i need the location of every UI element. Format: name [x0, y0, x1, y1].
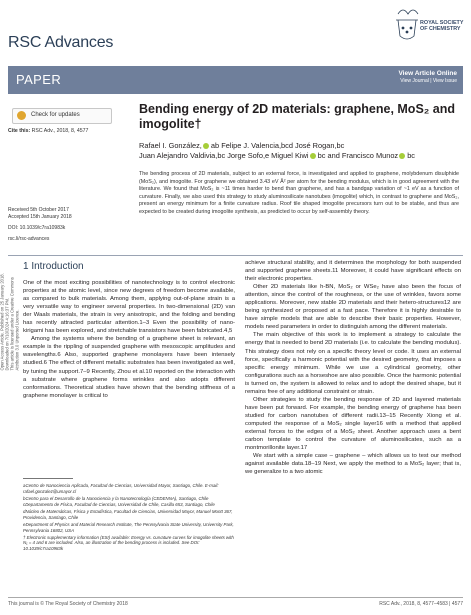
paragraph: Other strategies to study the bending response of 2D and layered materials have been put forward. For example, the bending energy of graphene has been studied for carbon nanotubes of different radii.13–15 Recently Xiong et al. computed the response of a MoS₂ single layer16 with a method that applied external forces to the edges of a MoS₂ sheet. Another approach uses a bent carbon template to control the curvature of aluminosilicates, such as a montmorillonite layer.17	[245, 396, 461, 452]
footer-page-info: RSC Adv., 2018, 8, 4577–4583 | 4577	[379, 601, 463, 607]
check-for-updates-button[interactable]	[12, 108, 112, 124]
abstract: The bending process of 2D materials, subject to an external force, is investigated and applied to graphene, molybdenum disulphide (MoS₂), and imogolite. For graphene we obtained 3.43 eV Å² per atom for the bending modulus, which is in good agreement with the literature. We found that MoS₂ is ~11 times harder to bend than graphene, and has a bandgap variation of ~1 eV as a function of curvature. Finally, we also used this strategy to study aluminosilicate nanotubes (imogolite) which, in contrast to graphene and MoS₂, present an energy minimum for a finite curvature radius. Roof tile shaped imogolite precursors turn out to be stable, and thus are expected to be created during imogolite synthesis, as predicted to occur by self-assembly theory.	[139, 171, 459, 215]
orcid-icon[interactable]	[310, 153, 316, 159]
footnote: eDepartment of Physics and Material Research Institute, The Pennsylvania State University, University Park, Pennsylvania 16802, USA	[23, 521, 234, 533]
view-journal-issue-link[interactable]: View Journal | View Issue	[400, 78, 457, 84]
paragraph: One of the most exciting possibilities of nanotechnology is to control electronic properties at the atomic level, since new degrees of freedom become available, as compared to bulk materials. Among them, applying out-of-plane strain is a very versatile way to engineer several properties. In two-dimensional (2D) van der Waals materials, the strain is very anisotropic, and the folding and bending has recently attracted particular attention.1–3 Even the possibility of nano-kirigami has been explored, and stretchable transistors have been fabricated.4,5	[23, 280, 235, 335]
body-column-right	[245, 259, 461, 476]
doi[interactable]: DOI: 10.1039/c7ra10983k	[8, 225, 66, 231]
view-online-links	[398, 70, 457, 84]
citation: Cite this: RSC Adv., 2018, 8, 4577	[8, 128, 89, 134]
received-date: Received 5th October 2017	[8, 207, 69, 213]
footnote: bCentro para el Desarrollo de la Nanociencia y la Nanotecnología (CEDENNA), Santiago, Chile	[23, 495, 209, 501]
update-icon	[17, 111, 26, 120]
received-dates	[8, 207, 72, 243]
view-article-online-link[interactable]: View Article Online	[398, 70, 457, 77]
licence-line[interactable]: This article is licensed under a Creative Commons Attribution 3.0 Unported Licence.	[9, 277, 20, 371]
orcid-icon[interactable]	[203, 143, 209, 149]
logo-text: ROYAL SOCIETY OF CHEMISTRY	[420, 20, 464, 33]
paragraph: Among the systems where the bending of a graphene sheet is relevant, an example is the rippling of suspended graphene with mesoscopic amplitudes and wavelengths.6 Also, supported graphene monolayers have been intensely studied.6 The effect of different metallic substrates has been investigated as well, by tuning the support.7–9 Recently, Zhou et al.10 reported on the interaction with a substrate where graphene forms wrinkles and also adopts different conformations. Theoretical studies have shown that the bending stiffness of a graphene monolayer is critical to	[23, 336, 235, 399]
rsc-logo	[384, 2, 464, 54]
footnote: aCentro de Nanociencia Aplicada, Facultad de Ciencias, Universidad Mayor, Santiago, Chile. E-mail: rafael.gonzalez@umayor.cl	[23, 483, 219, 494]
paragraph: achieve structural stability, and it determines the morphology for both suspended and supported graphene sheets.11 Moreover, it could have significant effects on their electronic properties.	[245, 260, 461, 283]
check-for-updates-label: Check for updates	[31, 112, 80, 118]
paragraph: The main objective of this work is to implement a strategy to calculate the energy that is needed to bend 2D materials (i.e. to calculate the bending modulus). This strategy does not rely on a specific theory level or code. It uses an external force, specifically a harmonic potential with the desired geometry, that imposes a specific energy minimum. While we use a cylindrical geometry, other configurations such as a horseshoe are also possible. Once the harmonic potential is turned on, the system is allowed to relax and to adopt the desired shape, but it remains free of any additional constraint or strain.	[245, 332, 461, 395]
orcid-icon[interactable]	[399, 153, 405, 159]
paragraph: Other 2D materials like h-BN, MoS₂ or WSe₂ have also been the focus of attention, since the control of the roughness, or the use of wrinkles, favors some applications. Moreover, new stable 2D materials and their hetero-structures12 are being synthesized or proposed at a fast pace. Therefore it is highly desirable to have simple models that are able to describe their basic properties. However, models need parameters in order to distinguish among the different materials.	[245, 284, 461, 331]
article-title: Bending energy of 2D materials: graphene, MoS₂ and imogolite†	[139, 102, 456, 131]
author-list: Rafael I. González, ab Felipe J. Valencia,bcd José Rogan,bc Juan Alejandro Valdivia,bc Jorge Sofo,e Miguel Kiwi bc and Francisco Munoz bc	[139, 141, 415, 160]
body-column-left	[23, 279, 235, 400]
affiliation-footnotes	[23, 483, 235, 553]
journal-url[interactable]: rsc.li/rsc-advances	[8, 236, 50, 242]
open-access-line[interactable]: Open Access Article. Published on 25 January 2018. Downloaded on 7/10/2024 4:16:37 PM.	[0, 273, 10, 371]
article-type-banner	[8, 66, 463, 94]
footnote-divider	[23, 478, 73, 479]
article-type-label: PAPER	[16, 72, 62, 87]
abstract-divider	[8, 255, 463, 256]
paragraph: We start with a simple case – graphene – which allows us to test our method against available data.18–19 Next, we apply the method to a MoS₂ layer; that is, we generalize to a two atomic	[245, 453, 461, 476]
footer-copyright: This journal is © The Royal Society of Chemistry 2018	[8, 601, 128, 607]
footnote: dNúcleo de Matemáticas, Física y Estadística, Facultad de Ciencias, Universidad Mayor, Manuel Montt 367, Providencia, Santiago, Chile	[23, 509, 233, 521]
footnote: † Electronic supplementary information (ESI) available: Energy vs. curvature curves for imogolite sheets with N₁ = 4 and 6 are included. Also, an illustration of the bending process is included. See DOI: 10.1039/c7ra10983k	[23, 534, 234, 551]
footer-divider	[8, 597, 463, 598]
journal-name: RSC Advances	[8, 34, 114, 51]
accepted-date: Accepted 15th January 2018	[8, 214, 72, 220]
section-heading: 1 Introduction	[23, 261, 84, 272]
footnote: cDepartamento de Física, Facultad de Ciencias, Universidad de Chile, Casilla 653, Santiago, Chile	[23, 502, 215, 508]
